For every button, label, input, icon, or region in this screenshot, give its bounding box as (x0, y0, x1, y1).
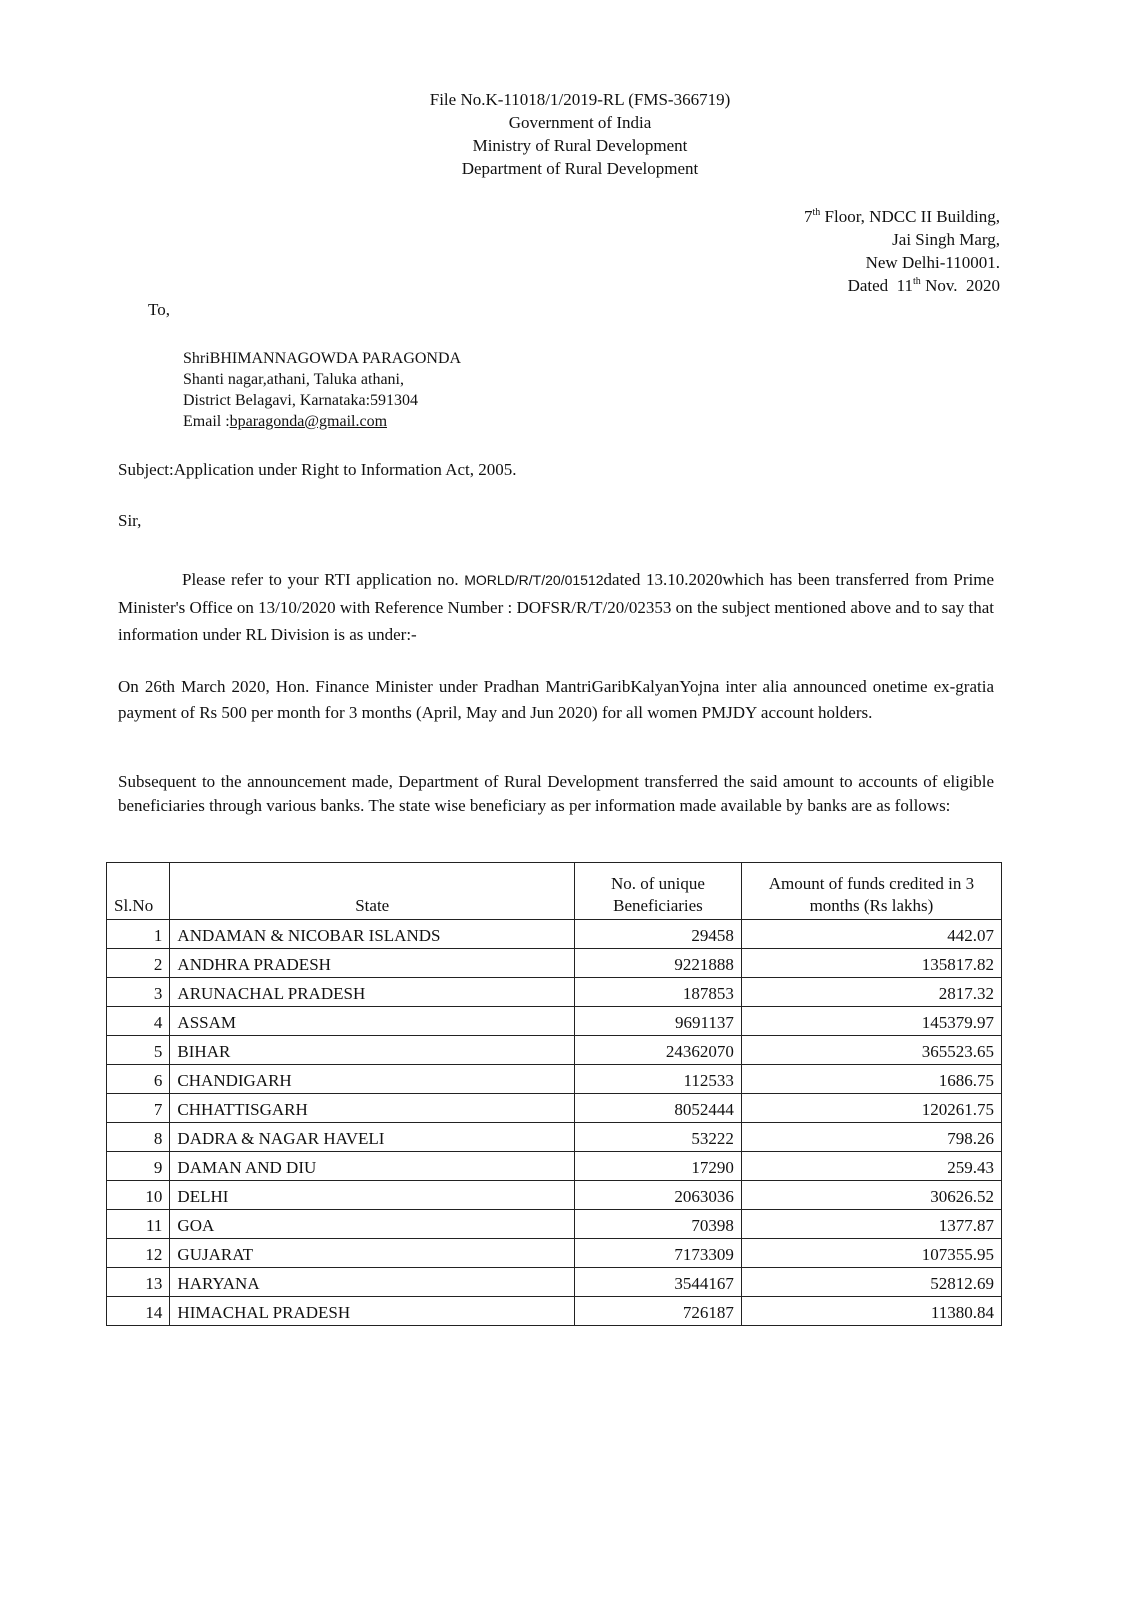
state-cell: ASSAM (170, 1007, 575, 1036)
amount-cell: 1377.87 (741, 1210, 1001, 1239)
table-row (107, 1210, 1002, 1239)
sl-no-cell: 14 (107, 1297, 170, 1326)
state-cell: HARYANA (170, 1268, 575, 1297)
recipient-line2: District Belagavi, Karnataka:591304 (183, 392, 419, 409)
beneficiaries-cell: 53222 (575, 1123, 742, 1152)
beneficiaries-cell: 8052444 (575, 1094, 742, 1123)
beneficiaries-cell: 70398 (575, 1210, 742, 1239)
beneficiaries-cell: 7173309 (575, 1239, 742, 1268)
state-cell: ANDHRA PRADESH (170, 949, 575, 978)
table-body (107, 920, 1002, 1326)
amount-cell: 135817.82 (741, 949, 1001, 978)
amount-cell: 798.26 (741, 1123, 1001, 1152)
sl-no-cell: 6 (107, 1065, 170, 1094)
address-floor: 7th Floor, NDCC II Building, (803, 207, 1000, 226)
state-cell: ARUNACHAL PRADESH (170, 978, 575, 1007)
table-row (107, 1181, 1002, 1210)
table-row (107, 920, 1002, 949)
beneficiaries-cell: 24362070 (575, 1036, 742, 1065)
state-cell: CHANDIGARH (170, 1065, 575, 1094)
beneficiaries-cell: 2063036 (575, 1181, 742, 1210)
recipient-address (183, 348, 461, 432)
state-cell: HIMACHAL PRADESH (170, 1297, 575, 1326)
sl-no-cell: 11 (107, 1210, 170, 1239)
to-label: To, (148, 300, 170, 319)
file-number: File No.K-11018/1/2019-RL (FMS-366719) (429, 90, 731, 109)
beneficiaries-cell: 112533 (575, 1065, 742, 1094)
beneficiaries-cell: 17290 (575, 1152, 742, 1181)
beneficiaries-cell: 29458 (575, 920, 742, 949)
letter-date: Dated 11th Nov. 2020 (847, 276, 1000, 295)
sl-no-cell: 12 (107, 1239, 170, 1268)
recipient-email-link[interactable]: bparagonda@gmail.com (229, 413, 388, 430)
government-name: Government of India (508, 113, 652, 132)
beneficiaries-cell: 726187 (575, 1297, 742, 1326)
state-cell: DELHI (170, 1181, 575, 1210)
beneficiaries-cell: 9221888 (575, 949, 742, 978)
sl-no-cell: 13 (107, 1268, 170, 1297)
sl-no-cell: 9 (107, 1152, 170, 1181)
department-name: Department of Rural Development (461, 159, 699, 178)
state-cell: DAMAN AND DIU (170, 1152, 575, 1181)
amount-cell: 30626.52 (741, 1181, 1001, 1210)
table-row (107, 1152, 1002, 1181)
amount-cell: 259.43 (741, 1152, 1001, 1181)
application-number: MORLD/R/T/20/01512 (464, 572, 604, 588)
sl-no-cell: 1 (107, 920, 170, 949)
sl-no-cell: 2 (107, 949, 170, 978)
state-cell: GUJARAT (170, 1239, 575, 1268)
table-row (107, 1268, 1002, 1297)
table-row (107, 1065, 1002, 1094)
beneficiaries-cell: 9691137 (575, 1007, 742, 1036)
state-cell: ANDAMAN & NICOBAR ISLANDS (170, 920, 575, 949)
table-row (107, 1297, 1002, 1326)
header-amount: Amount of funds credited in 3 months (Rs lakhs) (741, 863, 1001, 920)
table-row (107, 978, 1002, 1007)
amount-cell: 2817.32 (741, 978, 1001, 1007)
table-row (107, 1007, 1002, 1036)
amount-cell: 52812.69 (741, 1268, 1001, 1297)
paragraph-rti-reference: Please refer to your RTI application no. MORLD/R/T/20/01512dated 13.10.2020which has been transferred from Prime Minister's Office on 13/10/2020 with Reference Number : DOFSR/R/T/20/02353 on the subject mentioned above and to say that information under RL Division is as under:- (118, 570, 995, 644)
state-cell: GOA (170, 1210, 575, 1239)
amount-cell: 11380.84 (741, 1297, 1001, 1326)
paragraph-transfer: Subsequent to the announcement made, Department of Rural Development transferred the said amount to accounts of eligible beneficiaries through various banks. The state wise beneficiary as per information made available by banks are as follows: (118, 772, 994, 815)
address-street: Jai Singh Marg, (892, 230, 1000, 249)
paragraph-announcement: On 26th March 2020, Hon. Finance Minister under Pradhan MantriGaribKalyanYojna inter alia announced onetime ex-gratia payment of Rs 500 per month for 3 months (April, May and Jun 2020) for all women PMJDY account holders. (118, 677, 994, 722)
sl-no-cell: 4 (107, 1007, 170, 1036)
beneficiaries-cell: 3544167 (575, 1268, 742, 1297)
sl-no-cell: 10 (107, 1181, 170, 1210)
beneficiaries-cell: 187853 (575, 978, 742, 1007)
table-row (107, 949, 1002, 978)
sl-no-cell: 8 (107, 1123, 170, 1152)
table-header-row (107, 863, 1002, 920)
amount-cell: 1686.75 (741, 1065, 1001, 1094)
sender-address (804, 205, 1000, 297)
state-cell: DADRA & NAGAR HAVELI (170, 1123, 575, 1152)
sl-no-cell: 3 (107, 978, 170, 1007)
recipient-email-line: Email :bparagonda@gmail.com (183, 413, 388, 430)
table-row (107, 1239, 1002, 1268)
state-cell: CHHATTISGARH (170, 1094, 575, 1123)
table-row (107, 1036, 1002, 1065)
letter-header (0, 88, 1130, 180)
state-cell: BIHAR (170, 1036, 575, 1065)
amount-cell: 365523.65 (741, 1036, 1001, 1065)
header-state: State (170, 863, 575, 920)
table-row (107, 1094, 1002, 1123)
amount-cell: 120261.75 (741, 1094, 1001, 1123)
amount-cell: 145379.97 (741, 1007, 1001, 1036)
subject-line: Subject:Application under Right to Information Act, 2005. (118, 460, 517, 479)
amount-cell: 442.07 (741, 920, 1001, 949)
sl-no-cell: 7 (107, 1094, 170, 1123)
header-sl-no: Sl.No (107, 863, 170, 920)
table-row (107, 1123, 1002, 1152)
sl-no-cell: 5 (107, 1036, 170, 1065)
recipient-line1: Shanti nagar,athani, Taluka athani, (183, 371, 404, 388)
beneficiary-table (106, 862, 1002, 1326)
salutation: Sir, (118, 511, 142, 530)
address-city: New Delhi-110001. (865, 253, 1000, 272)
recipient-name: ShriBHIMANNAGOWDA PARAGONDA (183, 350, 462, 367)
header-beneficiaries: No. of unique Beneficiaries (575, 863, 742, 920)
amount-cell: 107355.95 (741, 1239, 1001, 1268)
ministry-name: Ministry of Rural Development (472, 136, 688, 155)
